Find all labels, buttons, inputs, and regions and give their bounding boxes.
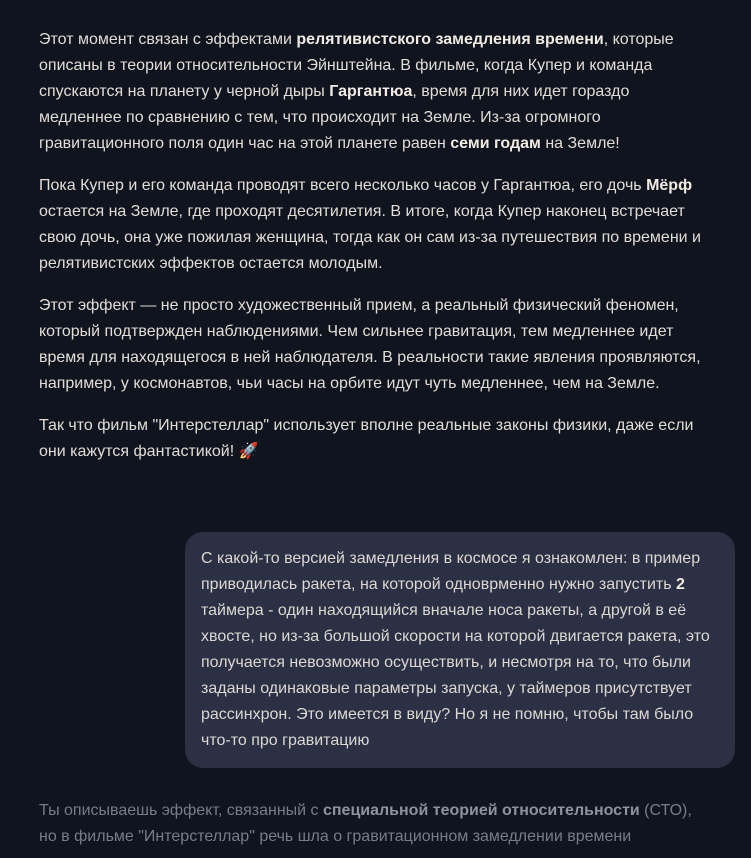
assistant-paragraph-3: Этот эффект — не просто художественный прием, а реальный физический феномен, который подтвержден наблюдениями. Чем сильнее гравитация, тем медленнее идет время для находящегося в ней наблюдателя. В реальности такие явления проявляются, например, у космонавтов, чьи часы на орбите идут чуть медленнее, чем на Земле. — [39, 297, 701, 392]
assistant-message — [16, 27, 735, 465]
user-message-text: С какой-то версией замедления в космосе я ознакомлен: в пример приводилась ракета, на которой одноврменно нужно запустить 2 таймера - один находящийся вначале носа ракеты, а другой в её хвосте, но из-за большой скорости на которой двигается ракета, это получается невозможно осуществить, и несмотря на то, что были заданы одинаковые параметры запуска, у таймеров присутствует рассинхрон. Это имеется в виду? Но я не помню, чтобы там было что-то про гравитацию — [201, 550, 710, 749]
assistant-paragraph-4: Так что фильм "Интерстеллар" использует вполне реальные законы физики, даже если они кажутся фантастикой! 🚀 — [39, 417, 694, 460]
user-message-bubble — [185, 532, 735, 768]
user-message-row — [16, 532, 735, 768]
assistant-paragraph-2: Пока Купер и его команда проводят всего несколько часов у Гаргантюа, его дочь Мёрф остается на Земле, где проходят десятилетия. В итоге, когда Купер наконец встречает свою дочь, она уже пожилая женщина, тогда как он сам из-за путешествия по времени и релятивистских эффектов остается молодым. — [39, 177, 701, 272]
assistant-message-streaming — [16, 798, 735, 850]
assistant-paragraph-1: Этот момент связан с эффектами релятивистского замедления времени, которые описаны в теории относительности Эйнштейна. В фильме, когда Купер и команда спускаются на планету у черной дыры Гаргантюа, время для них идет гораздо медленнее по сравнению с тем, что происходит на Земле. Из-за огромного гравитационного поля один час на этой планете равен семи годам на Земле! — [39, 31, 674, 152]
assistant-streaming-text: Ты описываешь эффект, связанный с специальной теорией относительности (СТО), но в фильме "Интерстеллар" речь шла о гравитационном замедлении времени — [39, 802, 692, 845]
